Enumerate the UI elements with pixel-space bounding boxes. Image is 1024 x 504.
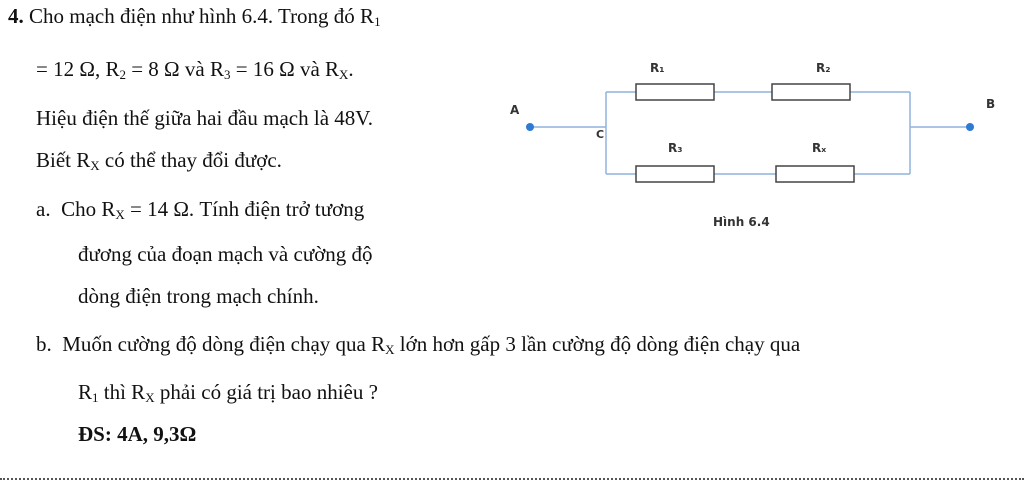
text: phải có giá trị bao nhiêu ? [154,380,378,404]
node-b-label: B [986,97,996,111]
r1-label: R₁ [650,61,665,75]
text: Biết R [36,148,91,172]
resistor-r2 [772,84,850,100]
problem-intro: Cho mạch điện như hình 6.4. Trong đó R [29,4,375,28]
answer: ĐS: 4A, 9,3Ω [78,422,197,446]
text: R [78,380,93,404]
subscript: X [339,67,349,82]
question-b-line-1 [36,330,800,358]
question-a-line-2: đương của đoạn mạch và cường độ [78,242,373,266]
figure-caption: Hình 6.4 [713,215,770,229]
text: Muốn cường độ dòng điện chạy qua R [62,332,386,356]
text: có thể thay đổi được. [99,148,282,172]
resistor-rx [776,166,854,182]
question-a-label: a. [36,197,51,221]
text: = 8 Ω và R [125,57,224,81]
r2-label: R₂ [816,61,831,75]
node-b-dot [966,123,974,131]
subscript: X [90,158,100,173]
text: . [348,57,354,81]
text: Cho R [61,197,116,221]
node-c-label: C [596,128,605,141]
text: = 14 Ω. Tính điện trở tương [124,197,365,221]
subscript: 1 [92,390,99,405]
problem-line-1 [8,2,381,30]
question-b-line-2 [78,378,378,406]
subscript: X [145,390,155,405]
resistor-r1 [636,84,714,100]
subscript: 1 [374,14,381,29]
rx-label: Rₓ [812,141,827,155]
node-a-dot [526,123,534,131]
question-b-label: b. [36,332,52,356]
dotted-separator [0,478,1024,480]
subscript: 2 [119,67,126,82]
circuit-diagram [508,52,998,237]
node-a-label: A [510,103,520,117]
subscript: 3 [224,67,231,82]
text: lớn hơn gấp 3 lần cường độ dòng điện chạy qua [394,332,801,356]
subscript: X [115,207,125,222]
question-a-line-3: dòng điện trong mạch chính. [78,284,319,308]
resistor-r3 [636,166,714,182]
problem-line-4 [36,146,282,174]
question-a-line-1 [36,195,364,223]
r3-label: R₃ [668,141,683,155]
text: = 16 Ω và R [230,57,340,81]
text: = 12 Ω, R [36,57,120,81]
problem-number: 4. [8,4,24,28]
subscript: X [385,342,395,357]
problem-line-3: Hiệu điện thế giữa hai đầu mạch là 48V. [36,106,373,130]
text: thì R [98,380,146,404]
problem-line-2 [36,55,354,83]
